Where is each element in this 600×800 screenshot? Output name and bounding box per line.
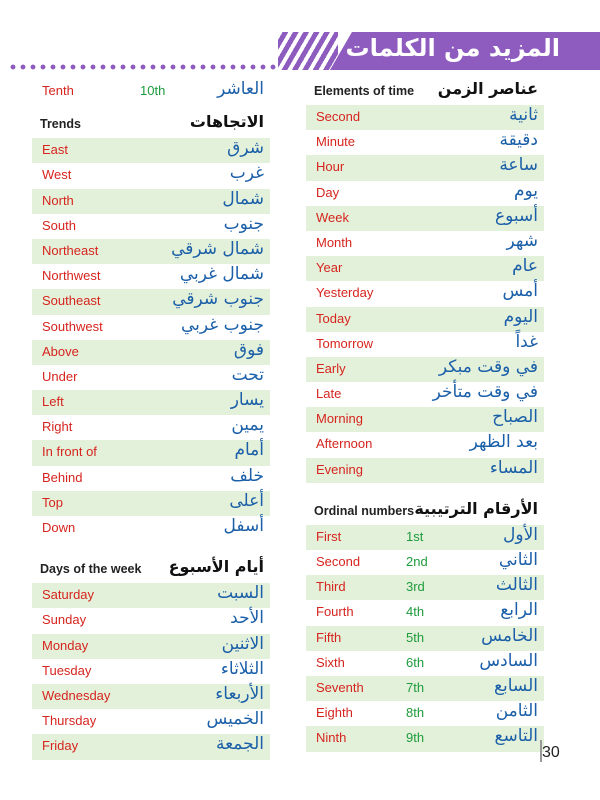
arabic-word: الأول [503,524,538,545]
vocab-row [32,415,270,440]
english-word: Fourth [316,604,354,620]
arabic-word: الاثنين [221,633,264,654]
english-word: Eighth [316,705,353,721]
arabic-word: الرابع [500,600,538,621]
vocab-row [306,382,544,407]
english-word: West [42,167,72,183]
page-number: 30 [542,744,560,761]
vocab-row [32,516,270,541]
english-word: Afternoon [316,436,373,452]
vocab-row [306,726,544,751]
page-title: المزيد من الكلمات [345,34,560,62]
vocab-row [306,105,544,130]
vocab-row [32,239,270,264]
vocab-row [306,231,544,256]
arabic-word: الأربعاء [215,683,264,704]
vocab-row [306,626,544,651]
english-word: Second [316,554,361,569]
arabic-word: السابع [493,675,538,696]
english-word: Third [316,579,346,595]
arabic-word: الثلاثاء [220,658,264,679]
section-title-ar: أيام الأسبوع [168,557,264,577]
vocab-row [32,390,270,415]
vocab-row [32,264,270,289]
section-title-en: Ordinal numbers [314,503,415,518]
arabic-word: الثاني [498,550,538,570]
arabic-word: أسفل [223,516,264,536]
english-word: Under [42,368,78,384]
arabic-word: المساء [489,457,538,478]
arabic-word: شمال غربي [179,264,264,285]
vocab-row [306,676,544,701]
arabic-word: الخامس [481,625,538,646]
vocab-row [306,575,544,600]
vocab-row [306,651,544,676]
section-header-time [306,77,544,105]
english-word: Hour [316,159,345,175]
arabic-word: الأحد [230,608,264,629]
vocab-row [32,214,270,239]
english-word: In front of [42,444,97,460]
arabic-word: جنوب شرقي [172,289,264,310]
arabic-word: في وقت مبكر [438,356,538,377]
vocab-row [32,684,270,709]
left-column [32,79,270,760]
english-word: Southwest [42,318,103,334]
english-word: North [42,192,74,208]
arabic-word: جنوب [223,213,264,234]
english-word: Top [42,494,63,510]
english-word: Fifth [316,629,342,645]
english-word: Seventh [316,679,364,695]
vocab-row [32,365,270,390]
english-word: Day [316,184,340,200]
vocab-row [306,600,544,625]
vocab-row [32,189,270,214]
arabic-word: أعلى [229,490,264,511]
arabic-word: التاسع [494,726,538,747]
section-header-ordinals [306,497,544,525]
vocab-row [306,550,544,575]
section-header-days [32,555,270,583]
english-word: Tomorrow [316,335,374,351]
vocab-row [32,608,270,633]
vocab-row [32,659,270,684]
english-word: Minute [316,134,356,150]
vocab-row [32,491,270,516]
ordinal-number: 7th [406,679,425,695]
arabic-word: الثالث [495,575,538,596]
vocab-row [306,130,544,155]
vocab-row [306,407,544,432]
english-word: Month [316,234,353,250]
arabic-word: السادس [479,650,538,671]
vocab-row [32,340,270,365]
english-word: Northwest [42,268,101,284]
vocab-row [306,307,544,332]
arabic-word: الصباح [492,407,538,428]
english-word: Left [42,394,64,410]
arabic-word: اليوم [503,306,538,327]
english-word: Friday [42,738,79,754]
arabic-word: شهر [506,230,538,251]
english-word: Yesterday [316,285,374,301]
ordinal-number: 9th [406,730,425,746]
vocab-row [32,466,270,491]
title-banner [278,32,600,70]
english-word: Right [42,419,73,435]
vocab-row [306,181,544,206]
english-word: Early [316,360,346,376]
arabic-word: عام [512,256,538,277]
section-header-trends [32,110,270,138]
arabic-word: دقيقة [499,130,538,151]
arabic-word: العاشر [217,79,264,99]
english-word: Sixth [316,654,345,670]
vocab-row [306,281,544,306]
section-title-en: Trends [40,117,81,132]
arabic-word: السبت [217,583,264,604]
vocab-row [32,709,270,734]
english-word: Behind [42,469,83,485]
arabic-word: شرق [227,138,264,159]
english-word: Monday [42,637,89,653]
days-list [32,583,270,759]
arabic-word: يسار [230,390,264,411]
ordinal-number: 6th [406,654,425,670]
arabic-word: تحت [231,364,264,385]
english-word: Sunday [42,612,87,628]
arabic-word: ساعة [499,155,538,176]
vocab-row [306,332,544,357]
arabic-word: شمال [222,188,264,209]
english-word: Thursday [42,713,97,729]
ordinal-row-tenth [32,79,270,104]
english-word: Southeast [42,293,101,309]
section-title-en: Days of the week [40,562,142,577]
vocab-row [32,163,270,188]
dotted-divider [8,64,290,70]
arabic-word: أمام [234,440,264,461]
vocab-row [306,357,544,382]
arabic-word: الثامن [495,701,538,722]
arabic-word: أمس [502,281,538,302]
trends-list [32,138,270,541]
vocab-row [32,583,270,608]
ordinal-number: 8th [406,705,425,721]
vocab-row [306,432,544,457]
ordinal-number: 4th [406,604,425,620]
english-word: Down [42,520,76,535]
english-word: Today [316,310,351,326]
vocab-row [32,734,270,759]
banner-stripes [278,32,338,70]
vocab-row [32,440,270,465]
arabic-word: في وقت متأخر [432,382,538,403]
arabic-word: غرب [229,163,264,184]
right-column [306,77,544,752]
section-title-en: Elements of time [314,84,415,98]
section-title-ar: الاتجاهات [189,112,264,132]
section-title-ar: عناصر الزمن [437,79,538,98]
ordinals-list [306,525,544,752]
time-list [306,105,544,483]
arabic-word: يوم [513,180,538,201]
arabic-word: الجمعة [215,734,264,755]
vocab-row [306,701,544,726]
english-word: Wednesday [42,687,111,703]
ordinal-number: 5th [406,629,425,645]
arabic-word: يمين [231,415,264,436]
ordinal-number: 1st [406,528,424,544]
english-word: East [42,142,69,158]
arabic-word: بعد الظهر [469,432,538,453]
vocab-row [306,206,544,231]
ordinal-number: 2nd [406,554,428,569]
arabic-word: فوق [233,339,264,360]
vocab-row [306,155,544,180]
english-word: Second [316,109,361,124]
english-word: Saturday [42,587,95,603]
vocab-row [32,634,270,659]
arabic-word: ثانية [509,105,538,125]
english-word: Above [42,343,79,359]
arabic-word: شمال شرقي [171,238,264,259]
english-word: First [316,528,342,544]
section-title-ar: الأرقام الترتيبية [414,498,538,518]
english-word: Northeast [42,242,99,258]
vocab-row [32,289,270,314]
arabic-word: خلف [230,465,264,486]
english-word: Tenth [42,83,74,98]
arabic-word: أسبوع [494,205,538,226]
english-word: Late [316,386,342,402]
english-word: Year [316,260,343,276]
vocab-row [32,315,270,340]
vocab-row [306,458,544,483]
arabic-word: الخميس [206,709,264,730]
english-word: Evening [316,461,363,477]
english-word: Tuesday [42,662,92,678]
vocab-row [306,256,544,281]
vocab-row [306,525,544,550]
english-word: Morning [316,411,363,427]
english-word: South [42,217,76,233]
english-word: Ninth [316,730,347,746]
arabic-word: جنوب غربي [181,314,264,335]
arabic-word: غداً [515,331,538,352]
ordinal-number: 3rd [406,579,425,595]
vocab-row [32,138,270,163]
english-word: Week [316,209,349,225]
ordinal-number: 10th [140,83,166,98]
